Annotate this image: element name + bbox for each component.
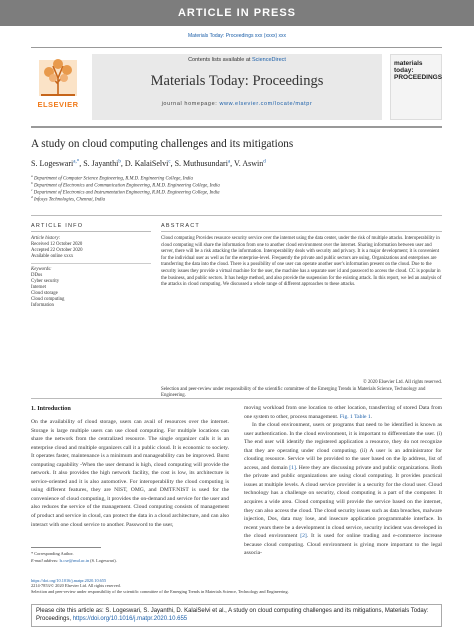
keyword: Internet xyxy=(31,285,46,290)
keyword: Cyber security xyxy=(31,279,60,284)
author-affiliation-mark[interactable]: c xyxy=(168,159,171,165)
body-text: . It is used for online trading and e-commerce increase because cloud computing. Cloud environment is giving more important to the legal associa- xyxy=(244,533,442,557)
email-note xyxy=(31,558,291,565)
keyword: Cloud storage xyxy=(31,291,58,296)
author-name: S. Jayanthi xyxy=(83,159,119,168)
footnotes xyxy=(31,551,291,565)
elsevier-wordmark: ELSEVIER xyxy=(37,100,79,109)
divider xyxy=(31,398,442,399)
issn-line: 2214-7853/© 2020 Elsevier Ltd. All rights reserved. xyxy=(31,583,121,589)
homepage-link[interactable]: www.elsevier.com/locate/matpr xyxy=(219,101,313,107)
email-suffix: (S. Logeswari). xyxy=(89,557,117,563)
journal-cite-line[interactable]: Materials Today: Proceedings xxx (xxxx) xxx xyxy=(188,33,286,39)
citation-text: Please cite this article as: S. Logeswari, S. Jayanthi, D. KalaiSelvi et al., A study on cloud computing challenges and its mitigations, Materials Today: Proceedings, xyxy=(36,608,429,623)
author-name: S. Muthusundari xyxy=(174,159,228,168)
affiliation-text: Department of Computer Science Engineering, R.M.D. Engineering College, India xyxy=(33,176,193,182)
author-separator: , xyxy=(120,159,125,168)
journal-homepage-line xyxy=(92,101,382,107)
journal-cover-title: materials today: PROCEEDINGS xyxy=(394,60,443,81)
abstract-footer xyxy=(161,380,442,400)
author-name: V. Aswin xyxy=(234,159,264,168)
journal-title: Materials Today: Proceedings xyxy=(150,73,324,89)
divider xyxy=(31,231,151,232)
affiliation-text: Department of Electronics and Communication Engineering, R.M.D. Engineering College, India xyxy=(33,183,220,189)
author-separator: , xyxy=(170,159,175,168)
figure-link[interactable]: Fig. 1 xyxy=(339,413,353,420)
affiliation-text: Infosys Technologies, Chennai, India xyxy=(33,197,106,203)
copyright-notice: © 2020 Elsevier Ltd. All rights reserved. xyxy=(362,380,442,385)
author-affiliation-mark[interactable]: a,* xyxy=(73,159,80,165)
section-heading: 1. Introduction xyxy=(31,405,71,412)
doi-link[interactable]: https://doi.org/10.1016/j.matpr.2020.10.655 xyxy=(31,578,107,583)
keywords-label: Keywords: xyxy=(31,267,52,272)
available-date: Available online xxxx xyxy=(31,254,74,259)
article-title: A study on cloud computing challenges and its mitigations xyxy=(31,138,294,150)
divider xyxy=(31,215,442,216)
homepage-prefix: journal homepage: xyxy=(161,101,220,107)
corresponding-author-note: * Corresponding Author. xyxy=(31,551,74,556)
body-column-right: moving workload from one location to other location, transferring of stored Data from one system to other, process management. Fig. 1 Table 1. In the cloud environment, users or programs that need to be identified is known as user authentication. In the cloud environment, it is important to differentiate the user. (i) The end user will identify the registered application a resource, they do not recognize that they are operating under cloud computing. (ii) A user is an administrator for clouding resource. Service will be provided to the user based on the Ip address, list of access, and domain [1]. Here they are discussing private and public organizations. Both the private and public organizations are using cloud computing. It provides practical issues at multiple levels. A cloud service provider is a security for the cloud user. Cloud technology has a challenge on security, cloud computing is a part of the computer. It acquires a wide area. Cloud computing will provide the service based on the internet, they can also access the cloud. The cloud security issues such as data breaches, malware injection, Dos, data may lose, and insecure application programmable interface. In recent years there be a development in cloud service, security incident was developed in the cloud environment [2]. It is used for online trading and e-commerce increase because cloud computing. Cloud environment is giving more important to the legal associa- xyxy=(244,405,443,557)
author-affiliation-mark[interactable]: d xyxy=(263,159,266,165)
affiliation-mark: a xyxy=(31,174,33,178)
abstract-heading: ABSTRACT xyxy=(161,223,200,229)
affiliation-mark: c xyxy=(31,188,33,192)
affiliation-text: Department of Electronics and Instrumentation Engineering, R.M.D. Engineering College, India xyxy=(33,190,220,196)
affiliation xyxy=(31,195,451,203)
keyword: Information xyxy=(31,303,54,308)
keyword: DDos xyxy=(31,273,43,278)
abstract-text: Cloud computing Provides resource security service over the internet using the data center, under the risk of multiple attacks. Interoperability in cloud computing will share the information from one to another cloud environment over the internet. Sharing information between user and server, there will be a risk attacking the information. Interoperability deals with security and privacy. It is a major development; it is convenient for the individual user as well as for the enterprise-level. Frequently the private and public sectors are using. Organizations and enterprises are transferring the data into the cloud. There is a possibility of one user can operate another user's information present on the cloud. Due to the security issues they provide a virtual machine for the user, the machine has a separate user id and password to access the cloud. CC is popular in the business, and public sectors. It has hedge method, and also provide the suspension for the existing attack. In this report, we led an analysis of the attacks in cloud computing. We discussed a whole range of different approaches to these attacks. xyxy=(161,236,442,288)
author-affiliation-mark[interactable]: b xyxy=(118,159,121,165)
affiliation-mark: d xyxy=(31,195,33,199)
received-date: Received 12 October 2020 xyxy=(31,242,83,247)
author-separator: , xyxy=(79,159,84,168)
divider xyxy=(161,231,442,232)
table-link[interactable]: Table 1 xyxy=(354,413,371,420)
body-text: moving workload from one location to other location, transferring of stored Data from one system to other, process management. xyxy=(244,405,442,420)
elsevier-tree-logo xyxy=(31,54,85,120)
body-text: In the cloud environment, users or programs that need to be identified is known as user authentication. In the cloud environment, it is important to differentiate the user. (i) The end user will identify the registered application a resource, they do not recognize that they are operating under cloud computing. (ii) A user is an administrator for clouding resource. Service will be provided to the user based on the Ip address, list of access, and domain xyxy=(244,422,442,471)
footnote-divider xyxy=(31,547,101,548)
history-label: Article history: xyxy=(31,236,61,241)
author-separator: , xyxy=(230,159,235,168)
divider xyxy=(31,263,151,264)
email-link[interactable]: ls.cse@rmd.ac.in xyxy=(59,557,90,563)
citation-box xyxy=(31,604,442,627)
accepted-date: Accepted 22 October 2020 xyxy=(31,248,83,253)
contents-prefix: Contents lists available at xyxy=(188,57,252,63)
body-column-left: On the availability of cloud storage, users can avail of resources over the internet. Storage is large multiple users can use cloud computing. For multiple locations can share the network from the centralized resource. The single organizer calls it is an enterprise cloud and multiple organizers call it a public cloud. It is economic to society. It operates faster, maintenance is a minimum and manageability can be improved. Burst computing capability -When the user demand is high, cloud computing will provide the network. It also provides the high network facility, the cost is low, its architecture is service-oriented and it is also automotive. For interoperability the cloud computing is using different features, they are NIST, OMG, and DMTF.NIST is used for the convenience of cloud computing, it provides the on-demand and service for the user and also reduces the service of the management. Cloud computing consists of management of product and service in cloud, can protect the data in a cloud architecture, and can also interact with one cloud service to another. Password to the user, xyxy=(31,419,229,528)
article-in-press-banner: ARTICLE IN PRESS xyxy=(0,0,474,26)
article-info-heading: ARTICLE INFO xyxy=(31,223,84,229)
citation-doi-link[interactable]: https://doi.org/10.1016/j.matpr.2020.10.655 xyxy=(72,616,188,623)
selection-notice: Selection and peer-review under responsibility of the scientific committee of the Emerging Trends in Materials Science, Technology and Engineering. xyxy=(161,386,426,399)
reference-link[interactable]: [1] xyxy=(289,464,296,471)
contents-line xyxy=(92,57,382,63)
page-footer xyxy=(31,578,442,594)
sciencedirect-link[interactable]: ScienceDirect xyxy=(251,57,286,63)
reference-link[interactable]: [2] xyxy=(300,533,307,540)
affiliation-mark: b xyxy=(31,181,33,185)
author-affiliation-mark[interactable]: a xyxy=(227,159,231,165)
email-label: E-mail address: xyxy=(31,557,60,563)
author-name: D. KalaiSelvi xyxy=(124,159,169,168)
author-name: S. Logeswari xyxy=(31,159,74,168)
keyword: Cloud computing xyxy=(31,297,65,302)
body-text: . Here they are discussing private and public organizations. Both the private and public organizations are using cloud computing. It provides practical issues at multiple levels. A cloud service provider is a security for the cloud user. Cloud technology has a challenge on security, cloud computing is a part of the computer. It acquires a wide area. Cloud computing will provide the service based on the internet, they can also access the cloud. The cloud security issues such as data breaches, malware injection, Dos, data may lose, and insecure application programmable interface. In recent years there be a development in cloud service, security incident was developed in the cloud environment xyxy=(244,464,443,540)
footer-selection-note: Selection and peer-review under responsibility of the scientific committee of the Emerging Trends in Materials Science, Technology and Engineering. xyxy=(31,588,289,594)
author-list xyxy=(31,159,451,168)
